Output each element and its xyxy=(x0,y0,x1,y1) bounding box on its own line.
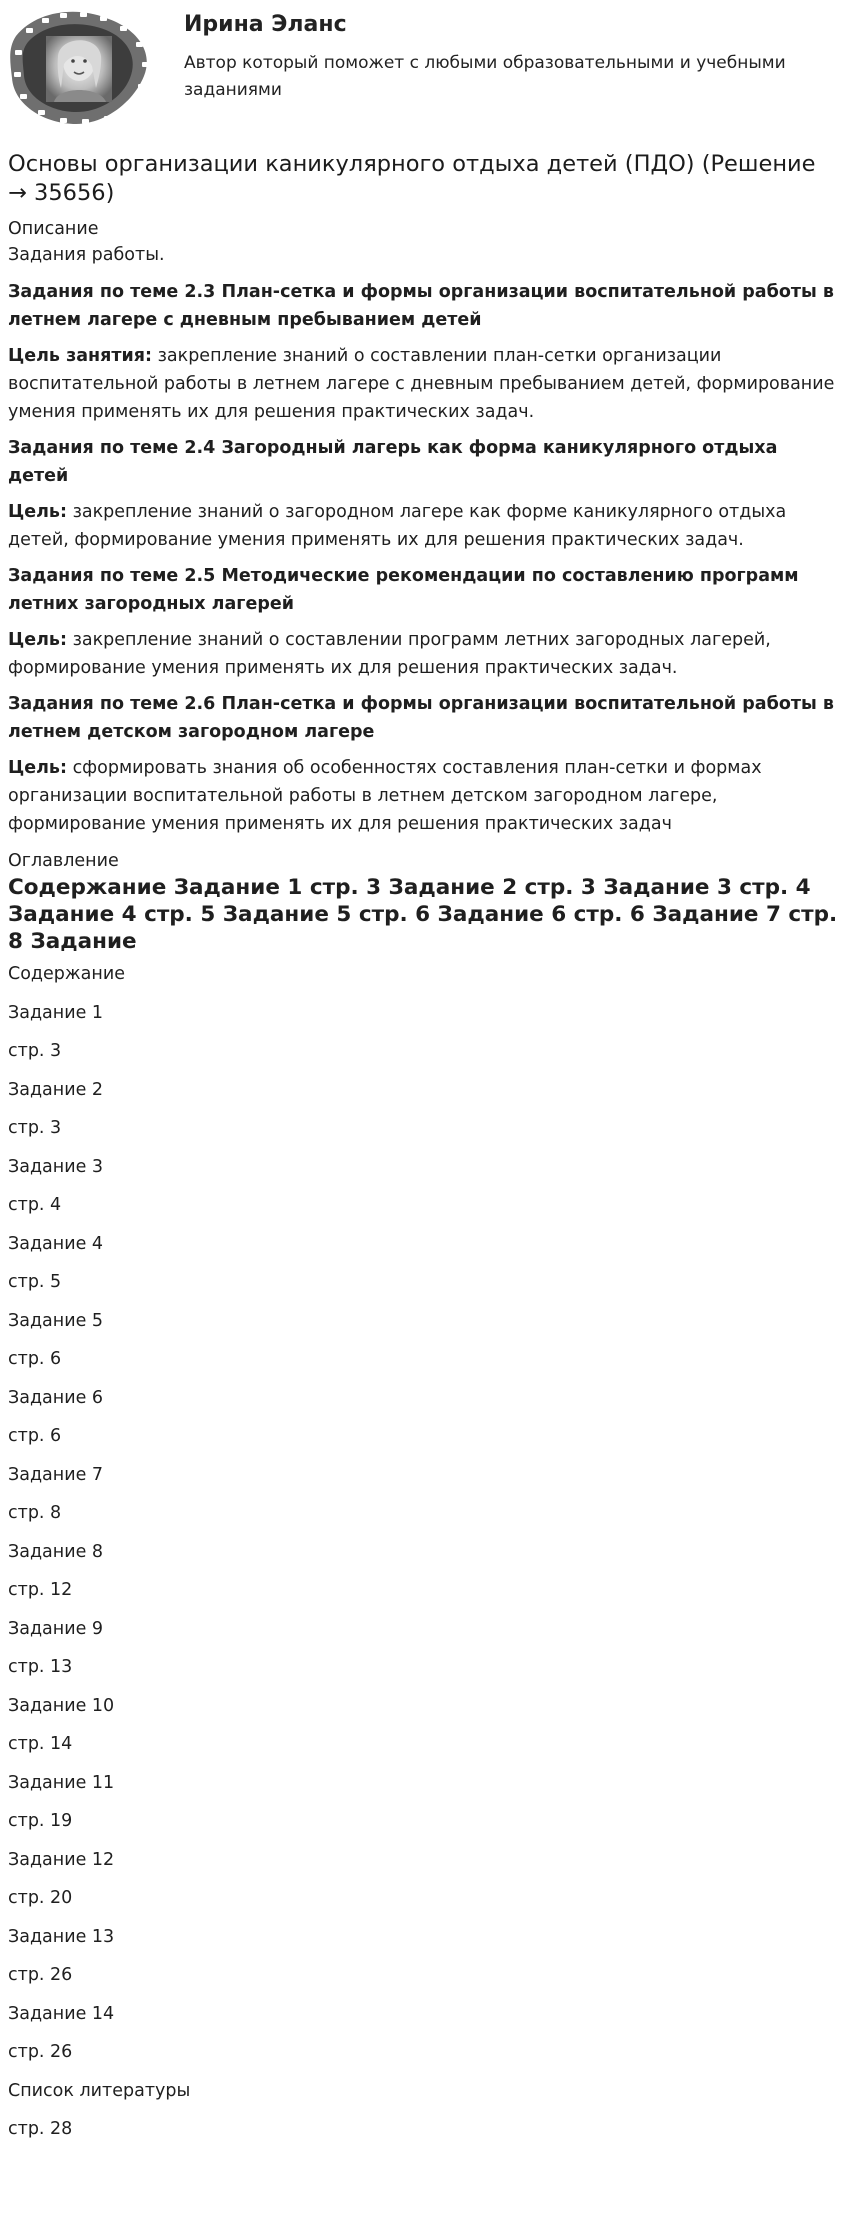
list-item: стр. 14 xyxy=(8,1734,73,1754)
author-name[interactable]: Ирина Эланс xyxy=(184,12,347,37)
list-item: Задание 4 xyxy=(8,1233,104,1254)
topic-goal-2-4 xyxy=(8,498,840,554)
list-item: стр. 4 xyxy=(8,1195,62,1215)
list-item: стр. 26 xyxy=(8,2042,73,2062)
list-item: Задание 1 xyxy=(8,1002,104,1023)
list-item: Задание 11 xyxy=(8,1772,115,1793)
list-item: стр. 28 xyxy=(8,2119,73,2139)
goal-text: сформировать знания об особенностях составления план-сетки и формах организации воспитательной работы в летнем детском загородном лагере, формирование умения применять их для решения практических задач xyxy=(8,758,762,834)
list-item: Задание 9 xyxy=(8,1618,104,1639)
list-item: Задание 3 xyxy=(8,1156,104,1177)
list-item: Задание 13 xyxy=(8,1926,115,1947)
topic-title-2-5: Задания по теме 2.5 Методические рекомендации по составлению программ летних загородных лагерей xyxy=(8,566,799,614)
toc-label: Оглавление xyxy=(8,851,119,871)
topic-goal-2-3 xyxy=(8,342,840,426)
list-item: Задание 6 xyxy=(8,1387,104,1408)
list-item: Задание 8 xyxy=(8,1541,104,1562)
list-item: стр. 6 xyxy=(8,1426,62,1446)
list-item: Задание 5 xyxy=(8,1310,104,1331)
author-description: Автор который поможет с любыми образовательными и учебными заданиями xyxy=(184,53,786,100)
list-item: Содержание xyxy=(8,964,125,984)
list-item: Задание 12 xyxy=(8,1849,115,1870)
toc-list xyxy=(8,961,840,2155)
avatar xyxy=(6,6,156,130)
list-item: стр. 3 xyxy=(8,1118,62,1138)
topic-title-2-6: Задания по теме 2.6 План-сетка и формы организации воспитательной работы в летнем детском загородном лагере xyxy=(8,694,834,742)
topic-title-2-3: Задания по теме 2.3 План-сетка и формы организации воспитательной работы в летнем лагере с дневным пребыванием детей xyxy=(8,282,834,330)
list-item: стр. 19 xyxy=(8,1811,73,1831)
film-frame-avatar-icon xyxy=(6,6,156,130)
list-item: стр. 12 xyxy=(8,1580,73,1600)
list-item: стр. 13 xyxy=(8,1657,73,1677)
list-item: стр. 3 xyxy=(8,1041,62,1061)
goal-text: закрепление знаний о загородном лагере как форме каникулярного отдыха детей, формирование умения применять их для решения практических задач. xyxy=(8,502,787,550)
list-item: стр. 5 xyxy=(8,1272,62,1292)
goal-label: Цель занятия: xyxy=(8,346,153,366)
goal-label: Цель: xyxy=(8,630,67,650)
topic-goal-2-6 xyxy=(8,754,840,838)
list-item: Задание 14 xyxy=(8,2003,115,2024)
list-item: Список литературы xyxy=(8,2080,191,2101)
topic-goal-2-5 xyxy=(8,626,840,682)
list-item: стр. 8 xyxy=(8,1503,62,1523)
goal-label: Цель: xyxy=(8,502,67,522)
document-title: Основы организации каникулярного отдыха детей (ПДО) (Решение → 35656) xyxy=(8,151,816,206)
topic-title-2-4: Задания по теме 2.4 Загородный лагерь как форма каникулярного отдыха детей xyxy=(8,438,778,486)
author-card xyxy=(0,0,847,140)
list-item: стр. 6 xyxy=(8,1349,62,1369)
list-item: стр. 26 xyxy=(8,1965,73,1985)
goal-text: закрепление знаний о составлении программ летних загородных лагерей, формирование умения применять их для решения практических задач. xyxy=(8,630,771,678)
toc-summary: Содержание Задание 1 стр. 3 Задание 2 стр. 3 Задание 3 стр. 4 Задание 4 стр. 5 Задание 5 стр. 6 Задание 6 стр. 6 Задание 7 стр. 8 Задание xyxy=(8,875,838,954)
goal-label: Цель: xyxy=(8,758,67,778)
list-item: Задание 7 xyxy=(8,1464,104,1485)
list-item: Задание 10 xyxy=(8,1695,115,1716)
list-item: стр. 20 xyxy=(8,1888,73,1908)
list-item: Задание 2 xyxy=(8,1079,104,1100)
document-body xyxy=(8,148,840,2155)
goal-text: закрепление знаний о составлении план-сетки организации воспитательной работы в летнем лагере с дневным пребыванием детей, формирование умения применять их для решения практических задач. xyxy=(8,346,835,422)
description-label: Описание xyxy=(8,219,99,239)
intro-text: Задания работы. xyxy=(8,245,165,265)
